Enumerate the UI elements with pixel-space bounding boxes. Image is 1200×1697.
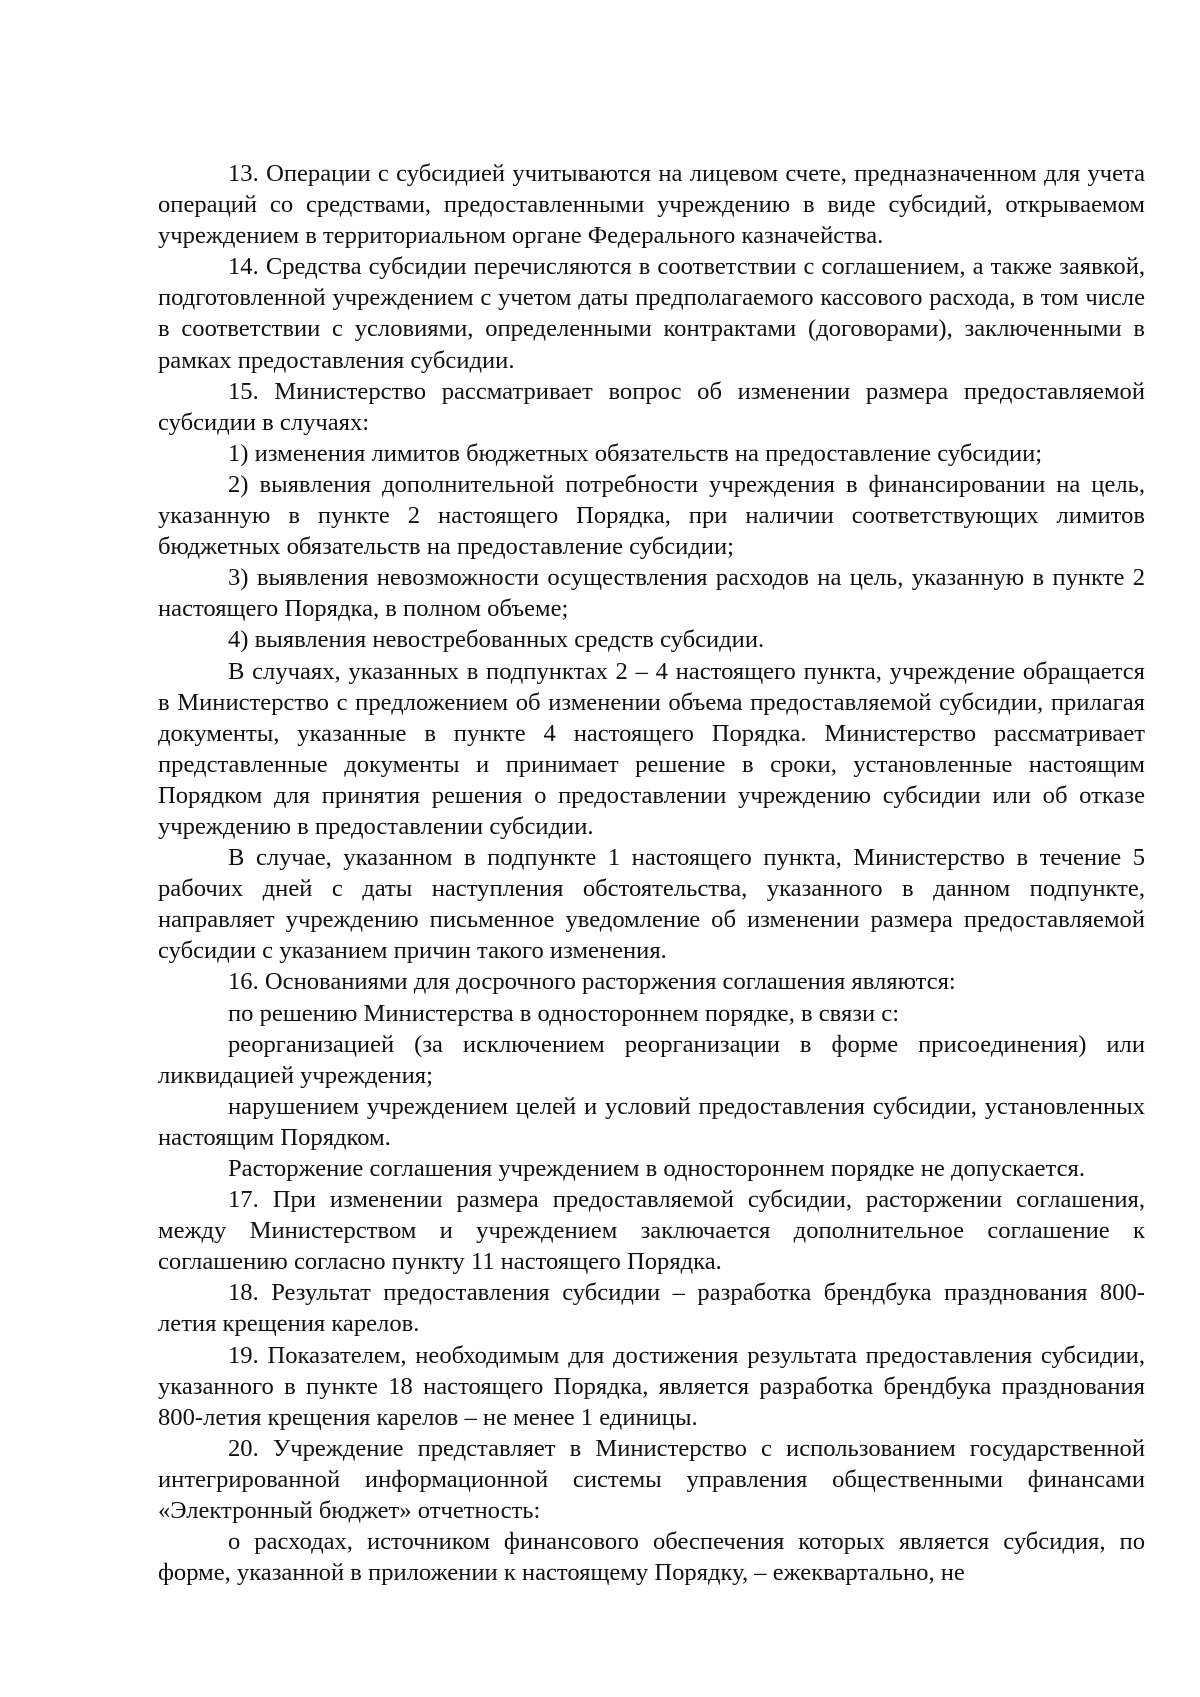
paragraph-15-case-1: В случае, указанном в подпункте 1 настоящего пункта, Министерство в течение 5 рабочих дней с даты наступления обстоятельства, указанного в данном подпункте, направляет учреждению письменное уведомление об изменении размера предоставляемой субсидии с указанием причин такого изменения. bbox=[158, 844, 1145, 965]
paragraph-19: 19. Показателем, необходимым для достижения результата предоставления субсидии, указанного в пункте 18 настоящего Порядка, является разработка брендбука празднования 800-летия крещения карелов – не менее 1 единицы. bbox=[158, 1341, 1145, 1431]
paragraph-17: 17. При изменении размера предоставляемой субсидии, расторжении соглашения, между Министерством и учреждением заключается дополнительное соглашение к соглашению согласно пункту 11 настоящего Порядка. bbox=[158, 1186, 1145, 1276]
paragraph-15: 15. Министерство рассматривает вопрос об изменении размера предоставляемой субсидии в случаях: bbox=[158, 377, 1145, 436]
paragraph-16-violation: нарушением учреждением целей и условий предоставления субсидии, установленных настоящим Порядком. bbox=[158, 1092, 1145, 1151]
list-item-15-3: 3) выявления невозможности осуществления расходов на цель, указанную в пункте 2 настоящего Порядка, в полном объеме; bbox=[158, 564, 1145, 623]
paragraph-16-no-unilateral: Расторжение соглашения учреждением в одностороннем порядке не допускается. bbox=[228, 1155, 1085, 1182]
paragraph-16: 16. Основаниями для досрочного расторжения соглашения являются: bbox=[228, 968, 956, 996]
paragraph-20: 20. Учреждение представляет в Министерство с использованием государственной интегрированной информационной системы управления общественными финансами «Электронный бюджет» отчетность: bbox=[158, 1434, 1145, 1525]
list-item-15-1: 1) изменения лимитов бюджетных обязательств на предоставление субсидии; bbox=[228, 439, 1043, 467]
paragraph-20-expenses-report: о расходах, источником финансового обеспечения которых является субсидия, по форме, указанной в приложении к настоящему Порядку, – ежеквартально, не bbox=[158, 1528, 1145, 1587]
document-body bbox=[158, 158, 1145, 1588]
paragraph-15-cases-2-4: В случаях, указанных в подпунктах 2 – 4 настоящего пункта, учреждение обращается в Министерство с предложением об изменении объема предоставляемой субсидии, прилагая документы, указанные в пункте 4 настоящего Порядка. Министерство рассматривает представленные документы и принимает решение в сроки, установленные настоящим Порядком для принятия решения о предоставлении учреждению субсидии или об отказе учреждению в предоставлении субсидии. bbox=[158, 657, 1145, 840]
paragraph-16-ministry-decision: по решению Министерства в одностороннем порядке, в связи с: bbox=[228, 999, 900, 1027]
list-item-15-4: 4) выявления невостребованных средств субсидии. bbox=[228, 626, 765, 654]
list-item-15-2: 2) выявления дополнительной потребности учреждения в финансировании на цель, указанную в пункте 2 настоящего Порядка, при наличии соответствующих лимитов бюджетных обязательств на предоставление субсидии; bbox=[158, 470, 1145, 561]
paragraph-16-reorganization: реорганизацией (за исключением реорганизации в форме присоединения) или ликвидацией учреждения; bbox=[158, 1030, 1145, 1089]
paragraph-13: 13. Операции с субсидией учитываются на лицевом счете, предназначенном для учета операций со средствами, предоставленными учреждению в виде субсидий, открываемом учреждением в территориальном органе Федерального казначейства. bbox=[158, 160, 1145, 250]
paragraph-18: 18. Результат предоставления субсидии – разработка брендбука празднования 800-летия крещения карелов. bbox=[158, 1279, 1145, 1338]
paragraph-14: 14. Средства субсидии перечисляются в соответствии с соглашением, а также заявкой, подготовленной учреждением с учетом даты предполагаемого кассового расхода, в том числе в соответствии с условиями, определенными контрактами (договорами), заключенными в рамках предоставления субсидии. bbox=[158, 253, 1145, 374]
